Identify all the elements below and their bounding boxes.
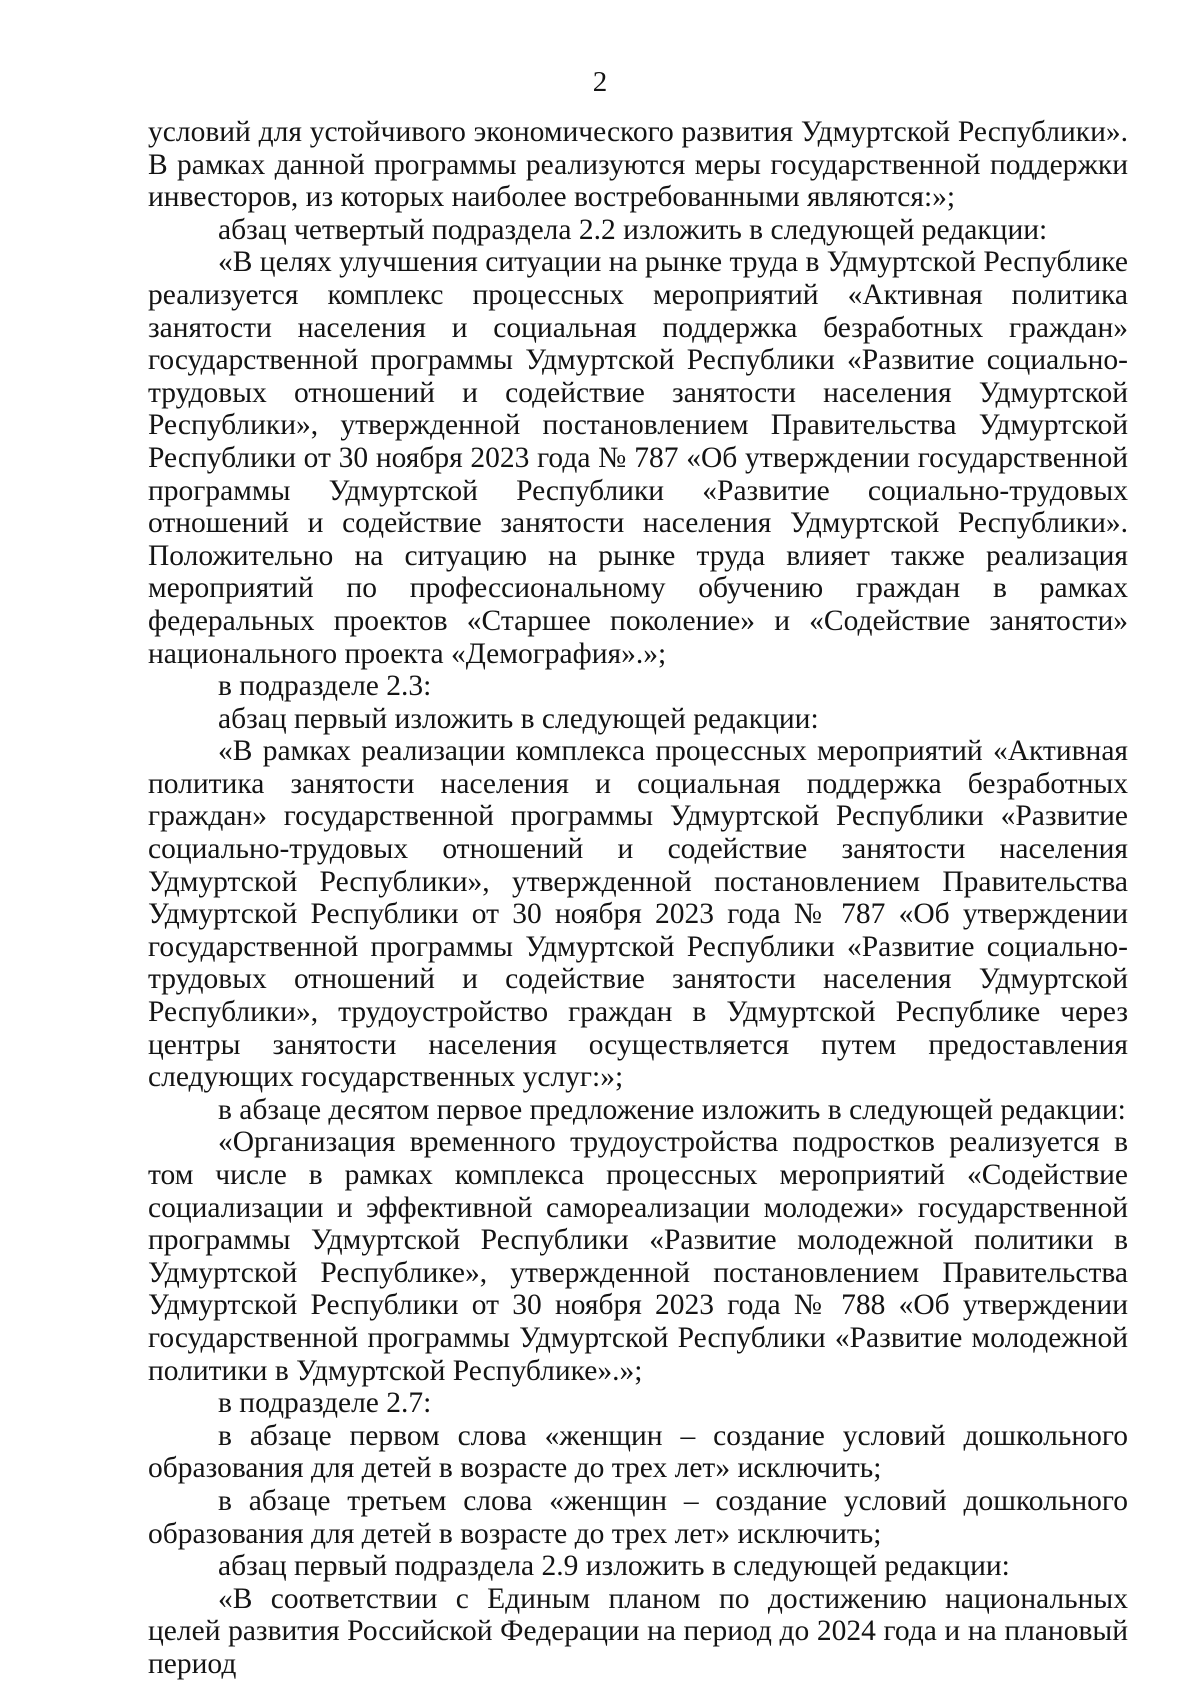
paragraph-amendment-instruction: абзац первый подраздела 2.9 изложить в следующей редакции: bbox=[218, 1550, 1010, 1583]
paragraph-amendment-instruction: абзац первый изложить в следующей редакции: bbox=[218, 702, 819, 735]
paragraph-subsection-heading: в подразделе 2.3: bbox=[218, 670, 432, 703]
paragraph-continuation: условий для устойчивого экономического развития Удмуртской Республики». В рамках данной программы реализуются меры государственной поддержки инвесторов, из которых наиболее востребованными являются:»; bbox=[148, 116, 1128, 214]
paragraph-amendment-instruction: в абзаце десятом первое предложение изложить в следующей редакции: bbox=[218, 1093, 1126, 1126]
paragraph-amendment-instruction: абзац четвертый подраздела 2.2 изложить в следующей редакции: bbox=[218, 213, 1048, 246]
paragraph-amendment-instruction: в абзаце первом слова «женщин – создание условий дошкольного образования для детей в возрасте до трех лет» исключить; bbox=[148, 1419, 1128, 1485]
paragraph-quoted-text: «Организация временного трудоустройства подростков реализуется в том числе в рамках комплекса процессных мероприятий «Содействие социализации и эффективной самореализации молодежи» государственной программы Удмуртской Республики «Развитие молодежной политики в Удмуртской Республике», утвержденной постановлением Правительства Удмуртской Республики от 30 ноября 2023 года № 788 «Об утверждении государственной программы Удмуртской Республики «Развитие молодежной политики в Удмуртской Республике».»; bbox=[148, 1126, 1128, 1387]
paragraph-subsection-heading: в подразделе 2.7: bbox=[218, 1387, 432, 1420]
paragraph-quoted-text: «В целях улучшения ситуации на рынке труда в Удмуртской Республике реализуется комплекс процессных мероприятий «Активная политика занятости населения и социальная поддержка безработных граждан» государственной программы Удмуртской Республики «Развитие социально-трудовых отношений и содействие занятости населения Удмуртской Республики», утвержденной постановлением Правительства Удмуртской Республики от 30 ноября 2023 года № 787 «Об утверждении государственной программы Удмуртской Республики «Развитие социально-трудовых отношений и содействие занятости населения Удмуртской Республики». Положительно на ситуацию на рынке труда влияет также реализация мероприятий по профессиональному обучению граждан в рамках федеральных проектов «Старшее поколение» и «Содействие занятости» национального проекта «Демография».»; bbox=[148, 246, 1128, 670]
paragraph-quoted-text: «В соответствии с Единым планом по достижению национальных целей развития Российской Федерации на период до 2024 года и на плановый период bbox=[148, 1582, 1128, 1680]
document-body bbox=[148, 116, 1128, 1681]
paragraph-amendment-instruction: в абзаце третьем слова «женщин – создание условий дошкольного образования для детей в возрасте до трех лет» исключить; bbox=[148, 1484, 1128, 1550]
page-number: 2 bbox=[592, 66, 608, 98]
paragraph-quoted-text: «В рамках реализации комплекса процессных мероприятий «Активная политика занятости населения и социальная поддержка безработных граждан» государственной программы Удмуртской Республики «Развитие социально-трудовых отношений и содействие занятости населения Удмуртской Республики», утвержденной постановлением Правительства Удмуртской Республики от 30 ноября 2023 года № 787 «Об утверждении государственной программы Удмуртской Республики «Развитие социально-трудовых отношений и содействие занятости населения Удмуртской Республики», трудоустройство граждан в Удмуртской Республике через центры занятости населения осуществляется путем предоставления следующих государственных услуг:»; bbox=[148, 735, 1128, 1094]
